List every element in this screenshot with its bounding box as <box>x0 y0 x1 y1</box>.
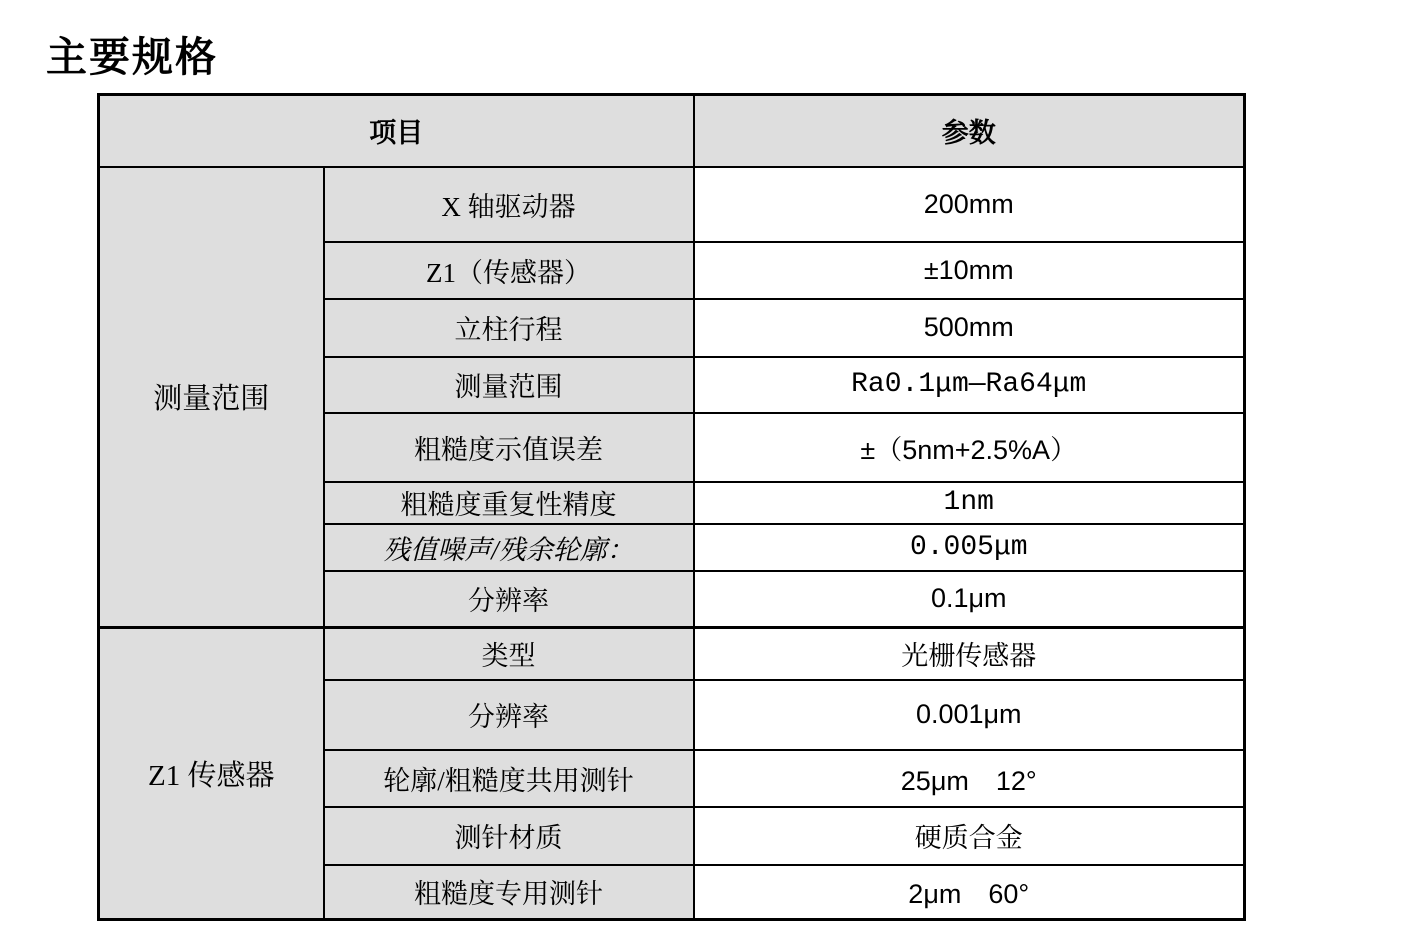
table-row <box>99 628 1245 680</box>
value-cell: 0.005μm <box>694 524 1245 571</box>
item-cell: 立柱行程 <box>324 299 694 357</box>
table-header-row <box>99 95 1245 167</box>
page-title: 主要规格 <box>46 34 218 80</box>
value-cell: 光栅传感器 <box>694 628 1245 680</box>
item-cell: 分辨率 <box>324 680 694 750</box>
value-cell: 0.1μm <box>694 571 1245 628</box>
value-cell: 1nm <box>694 482 1245 524</box>
item-cell: 测针材质 <box>324 807 694 865</box>
value-cell: 硬质合金 <box>694 807 1245 865</box>
item-cell: 粗糙度示值误差 <box>324 413 694 482</box>
value-cell: ±（5nm+2.5%A） <box>694 413 1245 482</box>
value-cell: 500mm <box>694 299 1245 357</box>
value-cell: ±10mm <box>694 242 1245 299</box>
item-cell: Z1（传感器） <box>324 242 694 299</box>
item-cell: 粗糙度专用测针 <box>324 865 694 920</box>
spec-table <box>97 93 1246 921</box>
header-param-col: 参数 <box>694 95 1245 167</box>
value-cell: 200mm <box>694 167 1245 242</box>
value-cell: 25μm 12° <box>694 750 1245 807</box>
group-cell-z1-sensor: Z1 传感器 <box>99 628 324 920</box>
group-cell-measurement-range: 测量范围 <box>99 167 324 628</box>
item-cell: 测量范围 <box>324 357 694 413</box>
header-item-col: 项目 <box>99 95 694 167</box>
value-cell: Ra0.1μm—Ra64μm <box>694 357 1245 413</box>
table-row <box>99 167 1245 242</box>
item-cell: 粗糙度重复性精度 <box>324 482 694 524</box>
item-cell: 轮廓/粗糙度共用测针 <box>324 750 694 807</box>
item-cell: 残值噪声/残余轮廓： <box>324 524 694 571</box>
value-cell: 2μm 60° <box>694 865 1245 920</box>
value-cell: 0.001μm <box>694 680 1245 750</box>
item-cell: 类型 <box>324 628 694 680</box>
item-cell: 分辨率 <box>324 571 694 628</box>
item-cell: X 轴驱动器 <box>324 167 694 242</box>
